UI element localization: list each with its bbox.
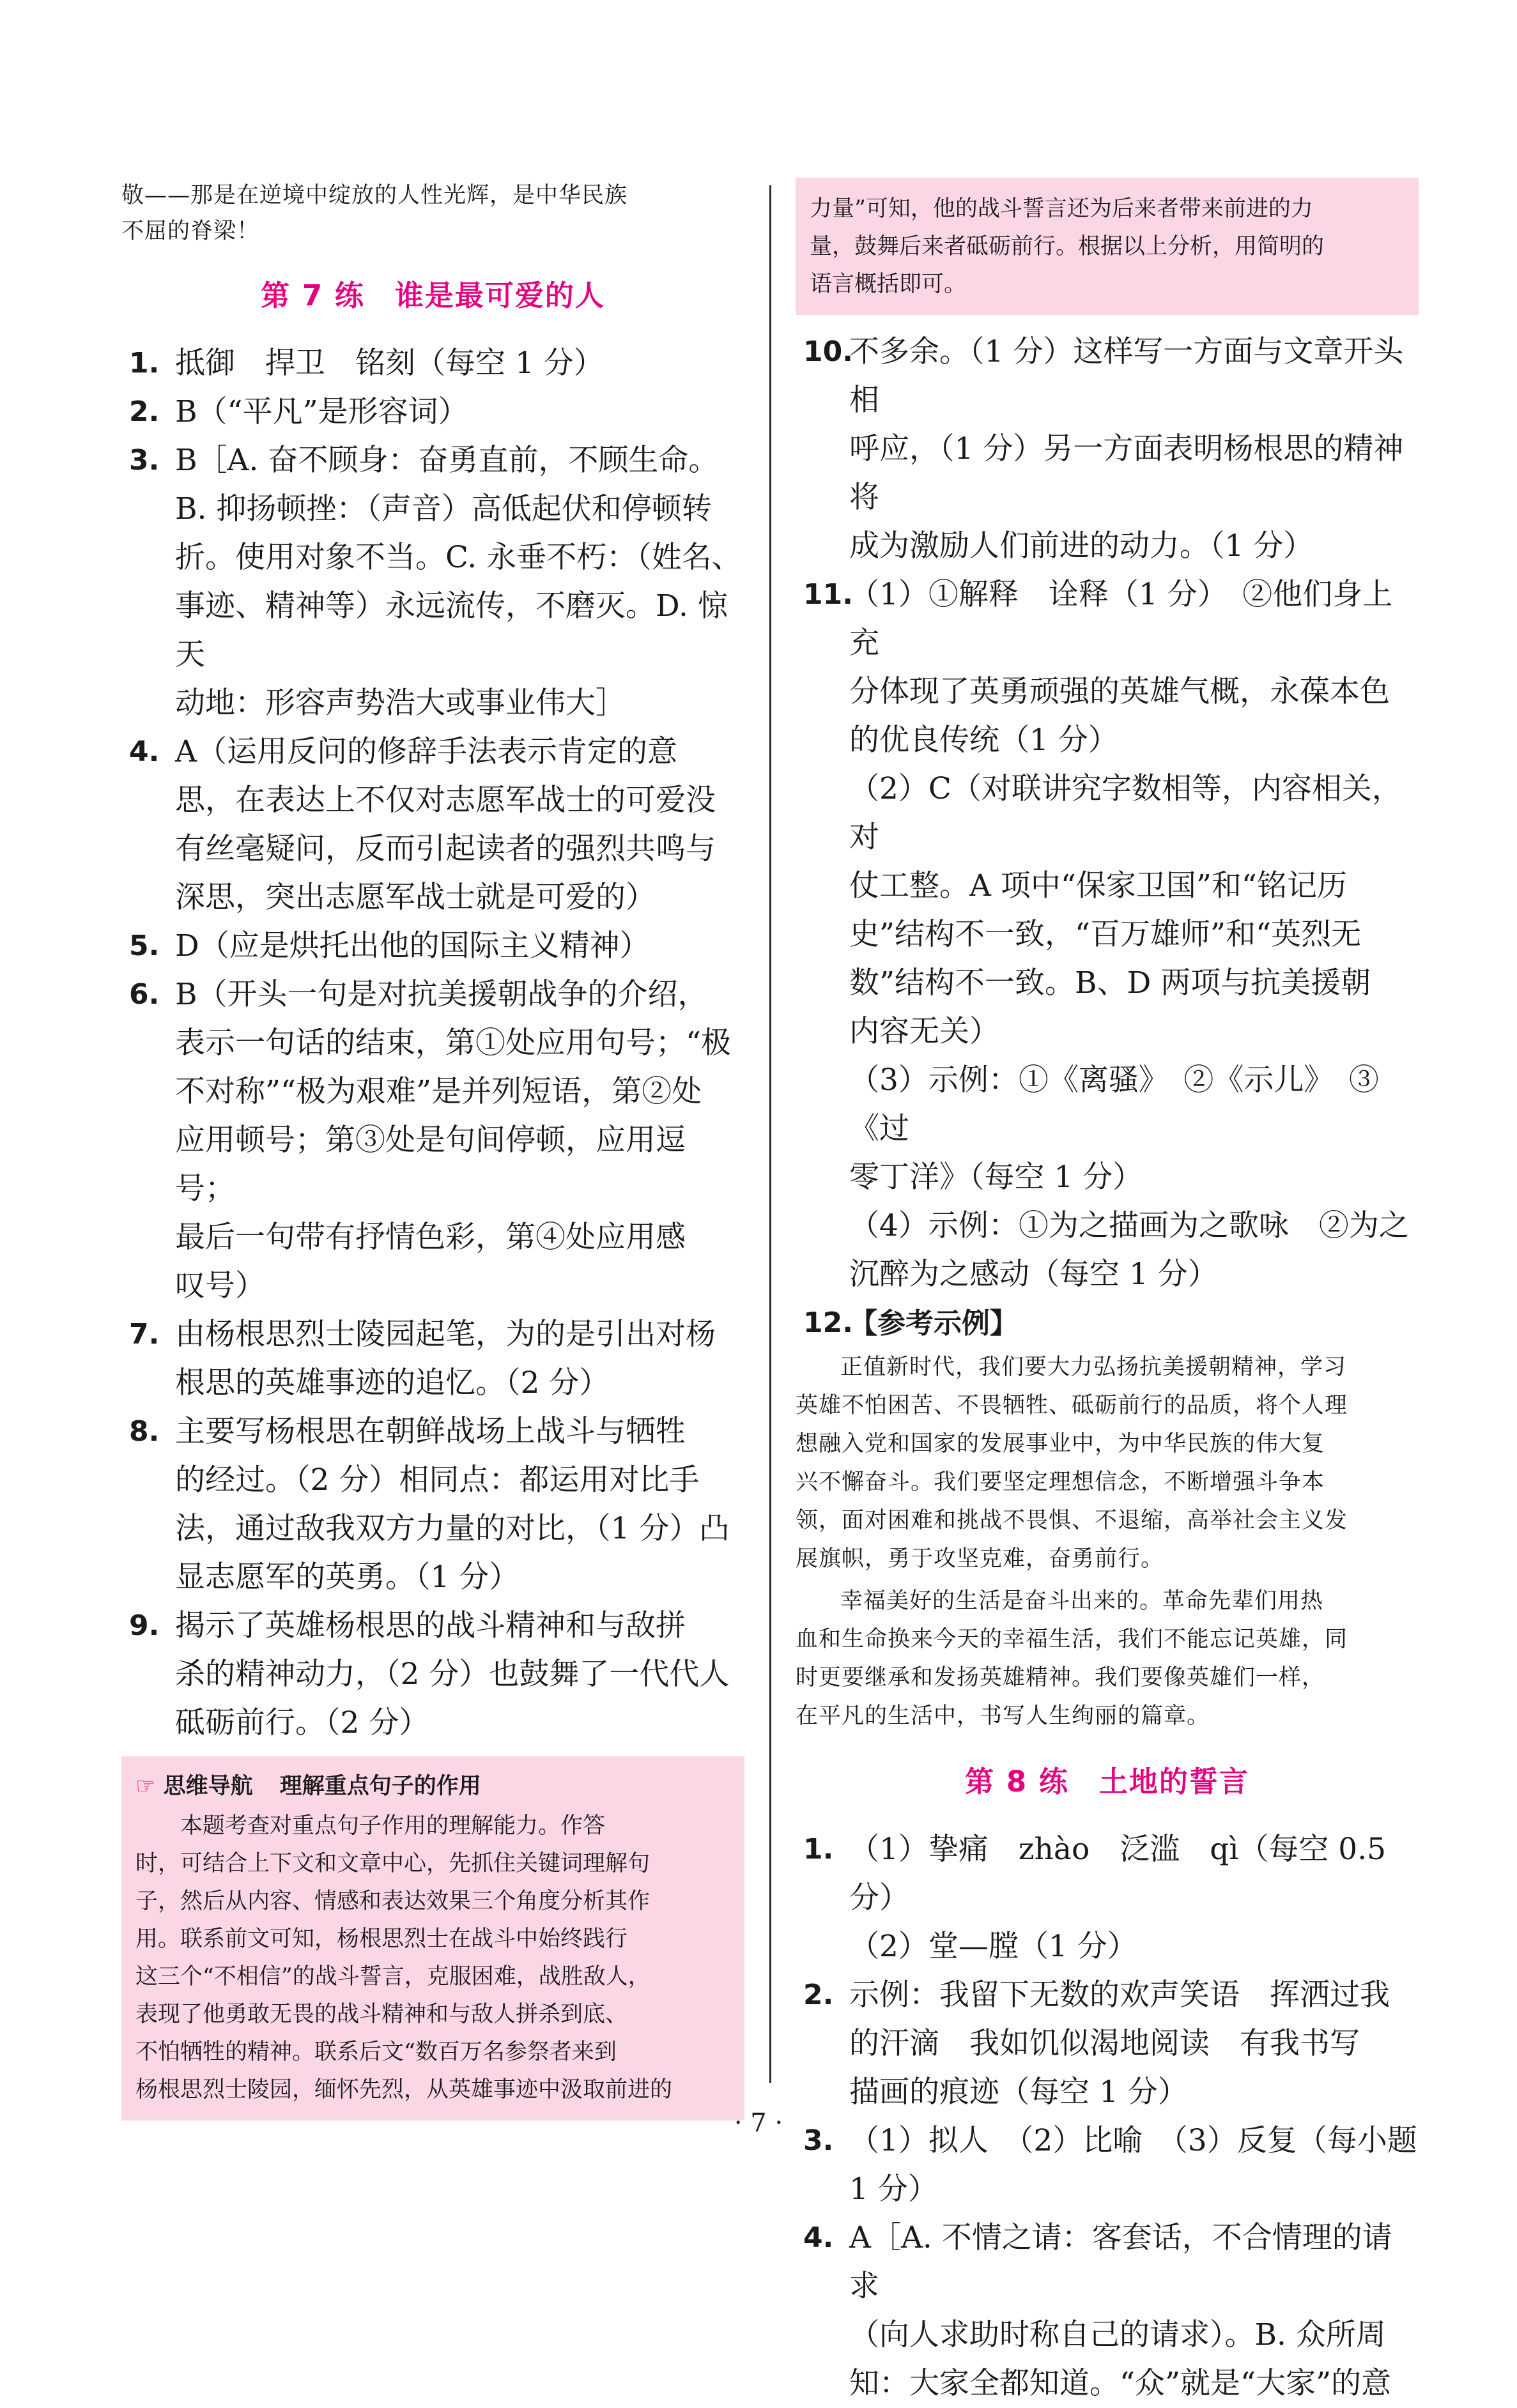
reference-paragraph	[796, 1582, 1419, 1735]
answer-item	[796, 2214, 1419, 2408]
text-line: 展旗帜，勇于攻坚克难，奋勇前行。	[796, 1546, 1164, 1572]
nav-text-continued	[810, 190, 1405, 303]
text-line: 量，鼓舞后来者砥砺前行。根据以上分析，用简明的	[810, 234, 1325, 259]
nav-text	[135, 1807, 730, 2109]
item-line: 的经过。（2 分）相同点：都运用对比手	[175, 1462, 700, 1498]
answer-item	[121, 1602, 744, 1747]
text-line: 杨根思烈士陵园，缅怀先烈，从英雄事迹中汲取前进的	[135, 2077, 673, 2103]
item-number: 10.	[803, 335, 853, 368]
item-number: 3.	[803, 2124, 834, 2157]
item-line: 叹号）	[175, 1268, 265, 1303]
item-line: 揭示了英雄杨根思的战斗精神和与敌拼	[175, 1608, 686, 1643]
item-number: 4.	[129, 735, 160, 768]
item-line: 杀的精神动力，（2 分）也鼓舞了一代代人	[175, 1657, 730, 1692]
answer-item	[121, 922, 744, 970]
text-line: 正值新时代，我们要大力弘扬抗美援朝精神，学习	[840, 1354, 1347, 1380]
item-number: 12.	[803, 1307, 853, 1339]
item-line: A［A. 不情之请：客套话，不合情理的请求	[849, 2220, 1392, 2304]
item-line: 呼应，（1 分）另一方面表明杨根思的精神将	[849, 431, 1404, 515]
item-line: B［A. 奋不顾身：奋勇直前，不顾生命。	[175, 443, 719, 478]
item-line: B（“平凡”是形容词）	[175, 394, 468, 429]
item-line: B. 抑扬顿挫：（声音）高低起伏和停顿转	[175, 491, 712, 526]
text-line: 用。联系前文可知，杨根思烈士在战斗中始终践行	[135, 1926, 628, 1952]
text-line: 语言概括即可。	[810, 272, 967, 297]
section-title-8: 第 8 练 土地的誓言	[965, 1765, 1249, 1798]
item-line: （1）拟人 （2）比喻 （3）反复（每小题 1 分）	[849, 2123, 1417, 2207]
left-column	[121, 178, 744, 2133]
text-line: 表现了他勇敢无畏的战斗精神和与敌人拼杀到底、	[135, 2002, 628, 2027]
item-number: 2.	[129, 395, 160, 428]
text-line: 兴不懈奋斗。我们要坚定理想信念，不断增强斗争本	[796, 1469, 1325, 1495]
item-number: 5.	[129, 930, 160, 962]
text-line: 幸福美好的生活是奋斗出来的。革命先辈们用热	[840, 1588, 1324, 1614]
item-line: （1）挚痛 zhào 泛滥 qì（每空 0.5 分）	[849, 1832, 1387, 1915]
answer-item	[121, 970, 744, 1310]
text-line: 时更要继承和发扬英雄精神。我们要像英雄们一样，	[796, 1665, 1325, 1691]
answer-list-7-cont	[796, 328, 1419, 1299]
item-line: 动地：形容声势浩大或事业伟大］	[175, 686, 626, 721]
item-number: 7.	[129, 1318, 160, 1351]
item-line: （2）堂—膛（1 分）	[849, 1929, 1137, 1964]
text-line: 英雄不怕困苦、不畏牺牲、砥砺前行的品质，将个人理	[796, 1393, 1348, 1418]
item-number: 9.	[129, 1609, 160, 1642]
item-line: （3）示例：①《离骚》 ②《示儿》 ③《过	[849, 1062, 1379, 1146]
item-number: 6.	[129, 978, 160, 1011]
item-line: 由杨根思烈士陵园起笔，为的是引出对杨	[175, 1317, 716, 1352]
item-line: 砥砺前行。（2 分）	[175, 1705, 429, 1740]
item-line: D（应是烘托出他的国际主义精神）	[175, 928, 650, 963]
answer-item	[121, 1310, 744, 1407]
answer-item	[796, 1971, 1419, 2117]
column-divider	[769, 185, 771, 2083]
nav-header	[135, 1769, 730, 1804]
answer-item	[121, 728, 744, 922]
item-line: 仗工整。A 项中“保家卫国”和“铭记历	[849, 868, 1347, 903]
nav-title: 思维导航	[163, 1774, 253, 1799]
item-number: 1.	[803, 1833, 834, 1866]
text-line: 血和生命换来今天的幸福生活，我们不能忘记英雄，同	[796, 1627, 1348, 1652]
reference-heading: 【参考示例】	[849, 1307, 1018, 1340]
reference-paragraph	[796, 1348, 1419, 1578]
item-line: 抵御 捍卫 铭刻（每空 1 分）	[175, 346, 604, 381]
item-number: 8.	[129, 1415, 160, 1448]
item-line: 史”结构不一致，“百万雄师”和“英烈无	[849, 917, 1362, 952]
answer-item	[121, 1407, 744, 1602]
text-line: 想融入党和国家的发展事业中，为中华民族的伟大复	[796, 1431, 1325, 1457]
item-line: 的汗滴 我如饥似渴地阅读 有我书写	[849, 2026, 1360, 2061]
answer-item	[796, 571, 1419, 1299]
text-line: 这三个“不相信”的战斗誓言，克服困难，战胜敌人，	[135, 1964, 651, 1990]
item-line: 分体现了英勇顽强的英雄气概，永葆本色	[849, 674, 1390, 709]
item-line: 折。使用对象不当。C. 永垂不朽：（姓名、	[175, 540, 742, 575]
item-line: 的优良传统（1 分）	[849, 723, 1118, 758]
nav-label: 理解重点句子的作用	[279, 1774, 481, 1799]
answer-item	[121, 436, 744, 728]
text-line: 子，然后从内容、情感和表达效果三个角度分析其作	[135, 1889, 651, 1914]
lead-line: 不屈的脊梁！	[121, 219, 260, 244]
item-line: 描画的痕迹（每空 1 分）	[849, 2074, 1188, 2110]
answer-item	[796, 1825, 1419, 1971]
text-line: 本题考查对重点句子作用的理解能力。作答	[180, 1813, 606, 1839]
item-line: 有丝毫疑问，反而引起读者的强烈共鸣与	[175, 831, 716, 866]
item-line: 成为激励人们前进的动力。（1 分）	[849, 528, 1314, 564]
thinking-navigation-box	[121, 1756, 744, 2120]
lead-line: 敬——那是在逆境中绽放的人性光辉，是中华民族	[121, 183, 628, 208]
item-line: 不对称”“极为艰难”是并列短语，第②处	[175, 1074, 702, 1109]
text-line: 不怕牺牲的精神。联系后文“数百万名参祭者来到	[135, 2039, 617, 2065]
answer-item	[121, 388, 744, 436]
item-line: 最后一句带有抒情色彩，第④处应用感	[175, 1220, 686, 1255]
answer-list-7	[121, 339, 744, 1747]
pointing-hand-icon: ☞	[135, 1774, 156, 1799]
item-line: 主要写杨根思在朝鲜战场上战斗与牺牲	[175, 1414, 686, 1449]
item-number: 2.	[803, 1979, 834, 2011]
answer-item-12	[796, 1299, 1419, 1348]
item-line: （向人求助时称自己的请求）。B. 众所周	[849, 2317, 1386, 2352]
item-line: 思，在表达上不仅对志愿军战士的可爱没	[175, 783, 716, 818]
item-line: 事迹、精神等）永远流传，不磨灭。D. 惊天	[175, 588, 728, 672]
text-line: 领，面对困难和挑战不畏惧、不退缩，高举社会主义发	[796, 1508, 1348, 1533]
item-line: B（开头一句是对抗美援朝战争的介绍，	[175, 977, 708, 1012]
item-line: 零丁洋》（每空 1 分）	[849, 1160, 1143, 1195]
item-line: 知：大家全都知道。“众”就是“大家”的意	[849, 2366, 1392, 2401]
item-number: 11.	[803, 578, 853, 611]
lead-paragraph	[121, 178, 744, 249]
page-number: · 7 ·	[734, 2108, 783, 2138]
item-line: 沉醉为之感动（每空 1 分）	[849, 1257, 1218, 1292]
text-line: 时，可结合上下文和文章中心，先抓住关键词理解句	[135, 1851, 651, 1876]
answer-item	[796, 328, 1419, 571]
item-line: 深思，突出志愿军战士就是可爱的）	[175, 880, 656, 915]
item-number: 3.	[129, 444, 160, 477]
right-column	[796, 178, 1419, 2408]
item-line: （2）C（对联讲究字数相等，内容相关，对	[849, 771, 1402, 855]
item-line: 内容无关）	[849, 1014, 999, 1049]
section-title-7: 第 7 练 谁是最可爱的人	[261, 279, 605, 312]
item-number: 1.	[129, 347, 160, 380]
text-line: 力量”可知，他的战斗誓言还为后来者带来前进的力	[810, 196, 1313, 222]
thinking-navigation-continued	[796, 178, 1419, 315]
item-line: 法，通过敌我双方力量的对比，（1 分）凸	[175, 1511, 730, 1546]
text-line: 在平凡的生活中，书写人生绚丽的篇章。	[796, 1703, 1210, 1729]
answer-item	[121, 339, 744, 388]
item-line: 不多余。（1 分）这样写一方面与文章开头相	[849, 334, 1404, 418]
item-line: 根思的英雄事迹的追忆。（2 分）	[175, 1365, 610, 1400]
item-line: 显志愿军的英勇。（1 分）	[175, 1560, 520, 1595]
item-line: 表示一句话的结束，第①处应用句号；“极	[175, 1025, 732, 1061]
item-line: （1）①解释 诠释（1 分） ②他们身上充	[849, 577, 1393, 661]
item-line: 数”结构不一致。B、D 两项与抗美援朝	[849, 965, 1371, 1001]
item-line: 应用顿号；第③处是句间停顿，应用逗号；	[175, 1123, 686, 1206]
reference-example	[796, 1348, 1419, 1735]
item-line: A（运用反问的修辞手法表示肯定的意	[175, 734, 677, 769]
item-line: （4）示例：①为之描画为之歌咏 ②为之	[849, 1208, 1409, 1243]
item-number: 4.	[803, 2221, 834, 2254]
item-line: 示例：我留下无数的欢声笑语 挥洒过我	[849, 1977, 1390, 2013]
